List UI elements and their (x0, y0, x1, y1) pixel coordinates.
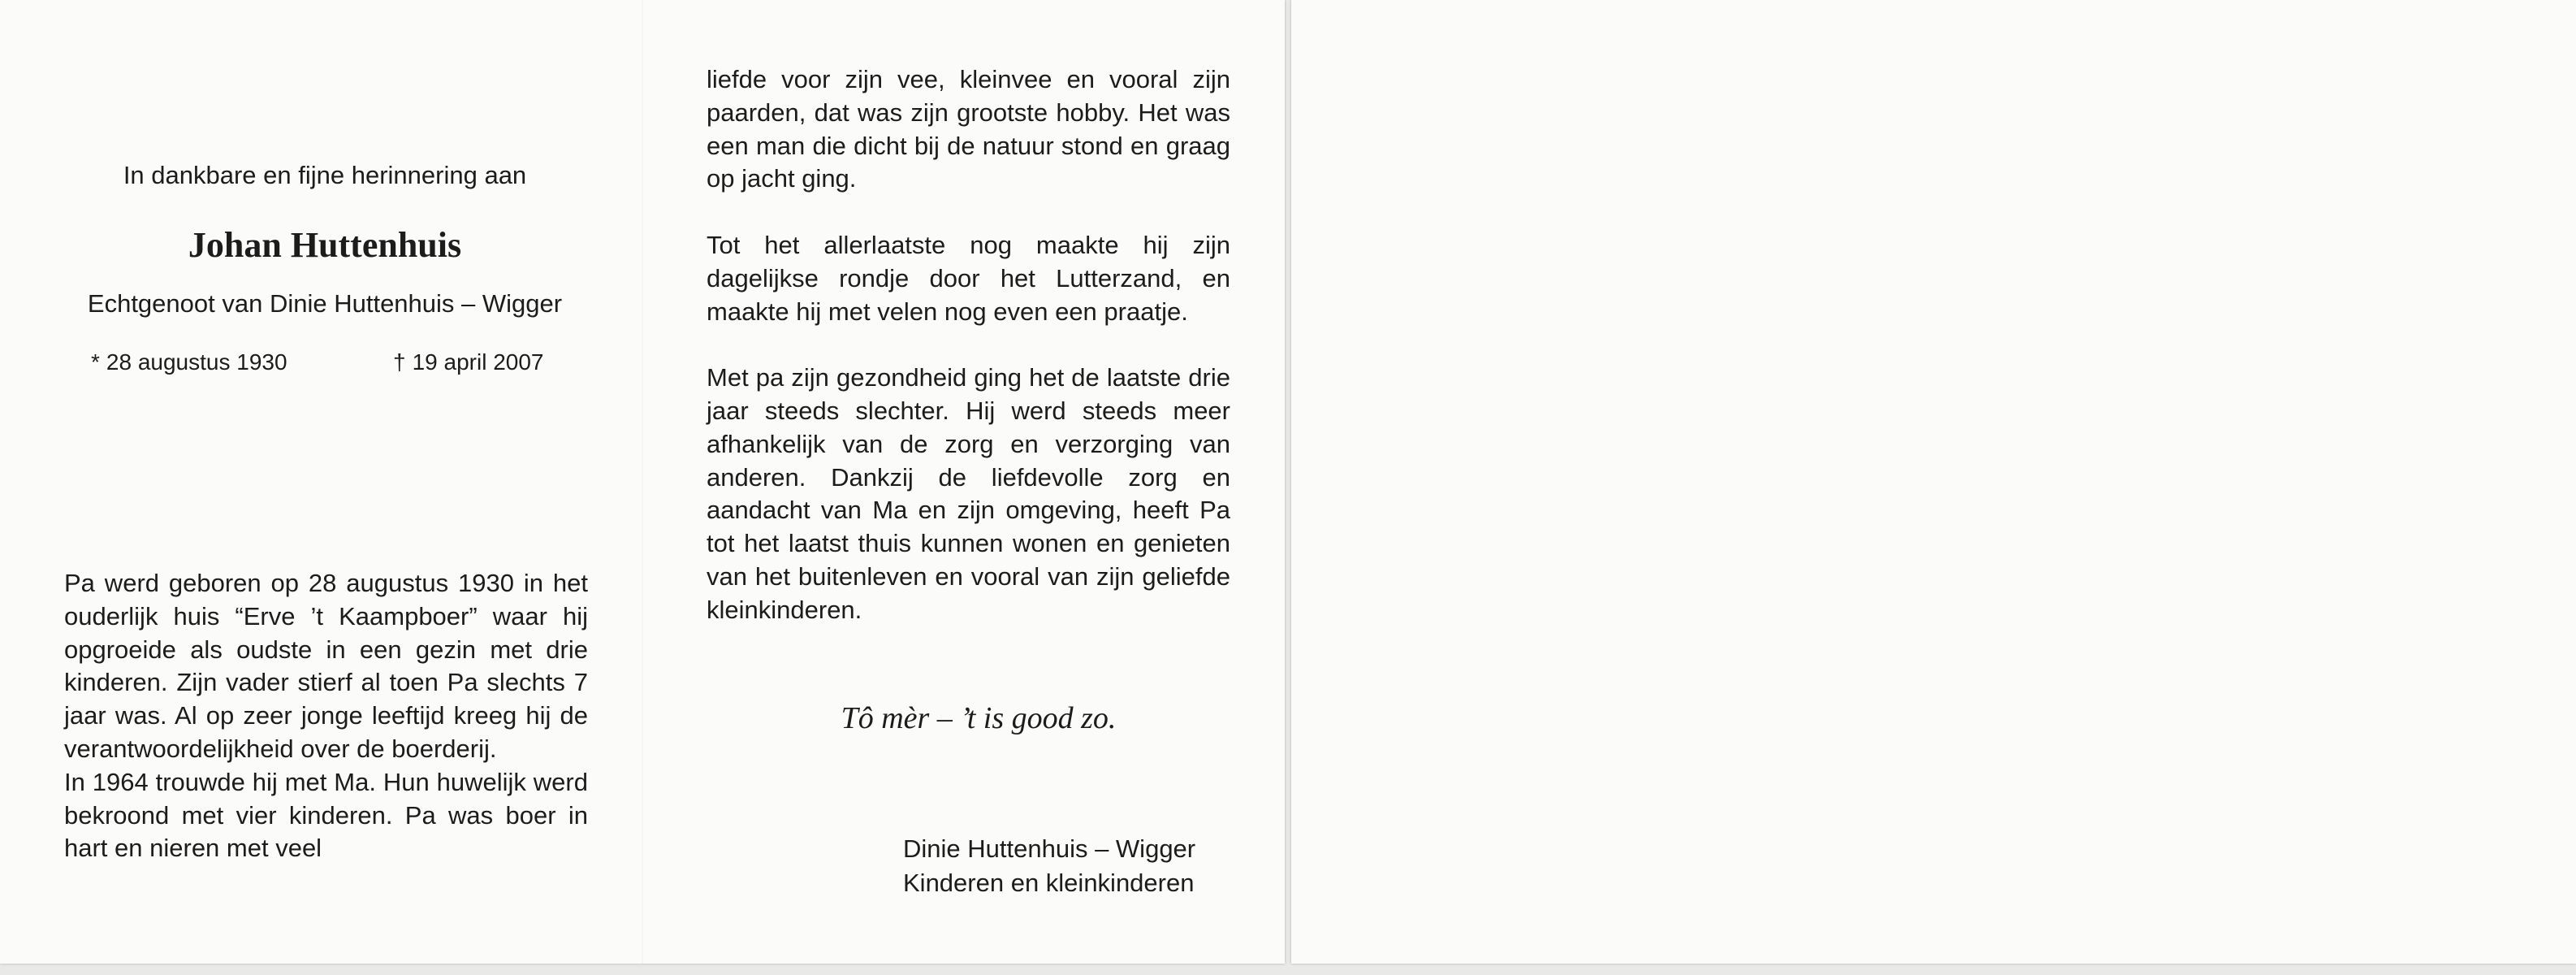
biography-paragraph: In 1964 trouwde hij met Ma. Hun huwelijk werd bekroond met vier kinderen. Pa was boer in hart en nieren met veel (64, 767, 588, 863)
motto: Tô mèr – ’t is good zo. (841, 701, 1117, 735)
inner-card (0, 0, 1285, 964)
signature (903, 832, 1195, 900)
deceased-name: Johan Huttenhuis (188, 225, 462, 265)
card-fold-line (642, 0, 643, 964)
death-date-text: 19 april 2007 (412, 349, 544, 375)
biography-column-left (64, 567, 588, 865)
death-date (393, 349, 543, 375)
outer-card (1291, 0, 2576, 964)
birth-date (91, 349, 287, 375)
spouse-line: Echtgenoot van Dinie Huttenhuis – Wigger (87, 289, 563, 318)
biography-paragraph: Tot het allerlaatste nog maakte hij zijn dagelijkse rondje door het Lutterzand, en maakte hij met velen nog even een praatje. (707, 230, 1230, 326)
biography-column-right (707, 63, 1230, 627)
intro-line: In dankbare en fijne herinnering aan (123, 161, 527, 189)
birth-date-text: 28 augustus 1930 (106, 349, 287, 375)
biography-paragraph: liefde voor zijn vee, kleinvee en vooral zijn paarden, dat was zijn grootste hobby. Het was een man die dicht bij de natuur stond en graag op jacht ging. (707, 65, 1230, 193)
biography-paragraph: Pa werd geboren op 28 augustus 1930 in het ouderlijk huis “Erve ’t Kaampboer” waar hij opgroeide als oudste in een gezin met drie kinderen. Zijn vader stierf al toen Pa slechts 7 jaar was. Al op zeer jonge leeftijd kreeg hij de verantwoordelijkheid over de boerderij. (64, 569, 588, 763)
signature-line: Kinderen en kleinkinderen (903, 869, 1195, 897)
biography-paragraph: Met pa zijn gezondheid ging het de laatste drie jaar steeds slechter. Hij werd steeds meer afhankelijk van de zorg en verzorging van anderen. Dankzij de liefdevolle zorg en aandacht van Ma en zijn omgeving, heeft Pa tot het laatst thuis kunnen wonen en genieten van het buitenleven en vooral van zijn geliefde kleinkinderen. (707, 363, 1230, 624)
signature-line: Dinie Huttenhuis – Wigger (903, 834, 1196, 863)
birth-symbol: * (91, 349, 100, 375)
death-symbol: † (393, 349, 406, 375)
